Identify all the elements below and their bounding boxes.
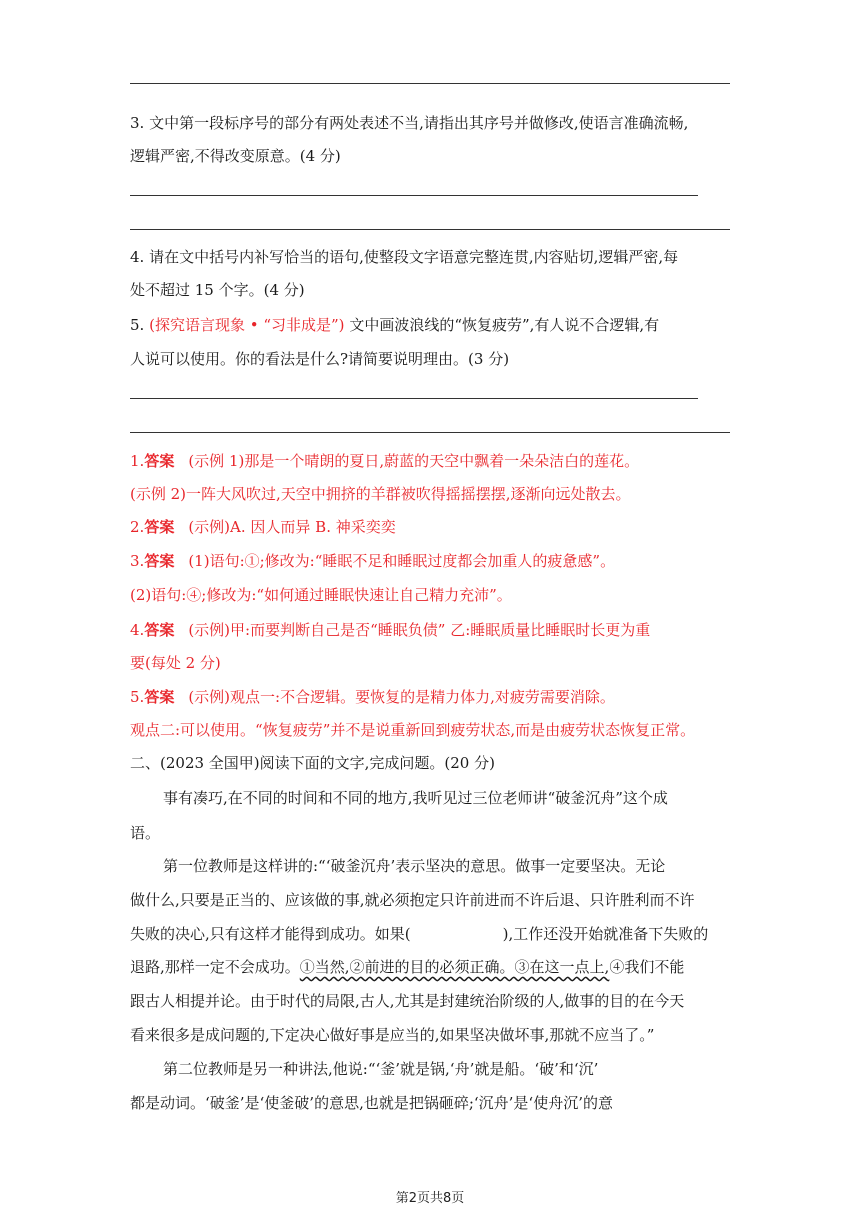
question-5-tag: (探究语言现象 • “习非成是”) (149, 316, 345, 334)
answer-3-text: (1)语句:①;修改为:“睡眠不足和睡眠过度都会加重人的疲惫感”。 (188, 552, 616, 570)
passage-paragraph-1-line-2: 语。 (130, 824, 161, 842)
answer-4-text: (示例)甲:而要判断自己是否“睡眠负债” 乙:睡眠质量比睡眠时长更为重 (188, 621, 651, 639)
answer-3-line-1 (130, 550, 615, 572)
question-3-text-2: 逻辑严密,不得改变原意。(4 分) (130, 147, 341, 165)
answer-5-number: 5. (130, 688, 145, 706)
passage-text: 退路,那样一定不会成功。 (130, 958, 300, 976)
passage-text: ④我们不能 (609, 958, 685, 976)
answer-label: 答案 (144, 452, 175, 470)
passage-paragraph-3-line-2: 都是动词。‘破釜’是‘使釜破’的意思,也就是把锅砸碎;‘沉舟’是‘使舟沉’的意 (130, 1094, 613, 1112)
passage-paragraph-2-line-3 (130, 923, 708, 945)
answer-3-number: 3. (130, 552, 145, 570)
answer-line (130, 195, 698, 196)
passage-paragraph-3-line-1: 第二位教师是另一种讲法,他说:“‘釜’就是锅,‘舟’就是船。‘破’和‘沉’ (163, 1060, 599, 1078)
answer-1-number: 1. (130, 452, 145, 470)
passage-paragraph-2-line-2: 做什么,只要是正当的、应该做的事,就必须抱定只许前进而不许后退、只许胜利而不许 (130, 891, 695, 909)
answer-label: 答案 (144, 621, 175, 639)
answer-5-text: (示例)观点一:不合逻辑。要恢复的是精力体力,对疲劳需要消除。 (188, 688, 615, 706)
answer-4-line-1 (130, 619, 650, 641)
answer-line (130, 398, 698, 399)
answer-label: 答案 (144, 518, 175, 536)
section-2-heading: 二、(2023 全国甲)阅读下面的文字,完成问题。(20 分) (130, 754, 495, 772)
answer-3-line-2: (2)语句:④;修改为:“如何通过睡眠快速让自己精力充沛”。 (130, 586, 512, 604)
passage-paragraph-2-line-1: 第一位教师是这样讲的:“‘破釜沉舟’表示坚决的意思。做事一定要坚决。无论 (163, 857, 666, 875)
answer-2-number: 2. (130, 518, 145, 536)
answer-line (130, 229, 730, 230)
question-4-text-2: 处不超过 15 个字。(4 分) (130, 281, 305, 299)
answer-1-text: (示例 1)那是一个晴朗的夏日,蔚蓝的天空中飘着一朵朵洁白的莲花。 (188, 452, 640, 470)
passage-text: ),工作还没开始就准备下失败的 (502, 925, 709, 943)
passage-paragraph-2-line-4 (130, 956, 684, 978)
question-4-text-1: 4. 请在文中括号内补写恰当的语句,使整段文字语意完整连贯,内容贴切,逻辑严密,每 (130, 248, 679, 266)
answer-label: 答案 (144, 552, 175, 570)
question-5-text-rest: 文中画波浪线的“恢复疲劳”,有人说不合逻辑,有 (349, 316, 660, 334)
question-5-text-1 (130, 314, 659, 336)
passage-paragraph-2-line-6: 看来很多是成问题的,下定决心做好事是应当的,如果坚决做坏事,那就不应当了。” (130, 1026, 655, 1044)
question-5-number: 5. (130, 316, 145, 334)
question-5-text-2: 人说可以使用。你的看法是什么?请简要说明理由。(3 分) (130, 350, 510, 368)
passage-paragraph-2-line-5: 跟古人相提并论。由于时代的局限,古人,尤其是封建统治阶级的人,做事的目的在今天 (130, 992, 685, 1010)
answer-label: 答案 (144, 688, 175, 706)
answer-2-text: (示例)A. 因人而异 B. 神采奕奕 (188, 518, 396, 536)
answer-4-line-2: 要(每处 2 分) (130, 654, 221, 672)
answer-1-line-1 (130, 450, 639, 472)
answer-line (130, 83, 730, 84)
answer-line (130, 432, 730, 433)
answer-5-line-2: 观点二:可以使用。“恢复疲劳”并不是说重新回到疲劳状态,而是由疲劳状态恢复正常。 (130, 721, 696, 739)
numbered-sentences: ①当然,②前进的目的必须正确。③在这一点上, (299, 958, 610, 976)
passage-text: 失败的决心,只有这样才能得到成功。如果( (130, 925, 411, 943)
question-3-text-1: 3. 文中第一段标序号的部分有两处表述不当,请指出其序号并做修改,使语言准确流畅, (130, 114, 689, 132)
answer-5-line-1 (130, 686, 615, 708)
answer-4-number: 4. (130, 621, 145, 639)
page-number: 第2页共8页 (395, 1191, 465, 1206)
passage-paragraph-1-line-1: 事有凑巧,在不同的时间和不同的地方,我听见过三位老师讲“破釜沉舟”这个成 (163, 789, 668, 807)
answer-2-line-1 (130, 516, 396, 538)
answer-1-line-2: (示例 2)一阵大风吹过,天空中拥挤的羊群被吹得摇摇摆摆,逐渐向远处散去。 (130, 485, 631, 503)
